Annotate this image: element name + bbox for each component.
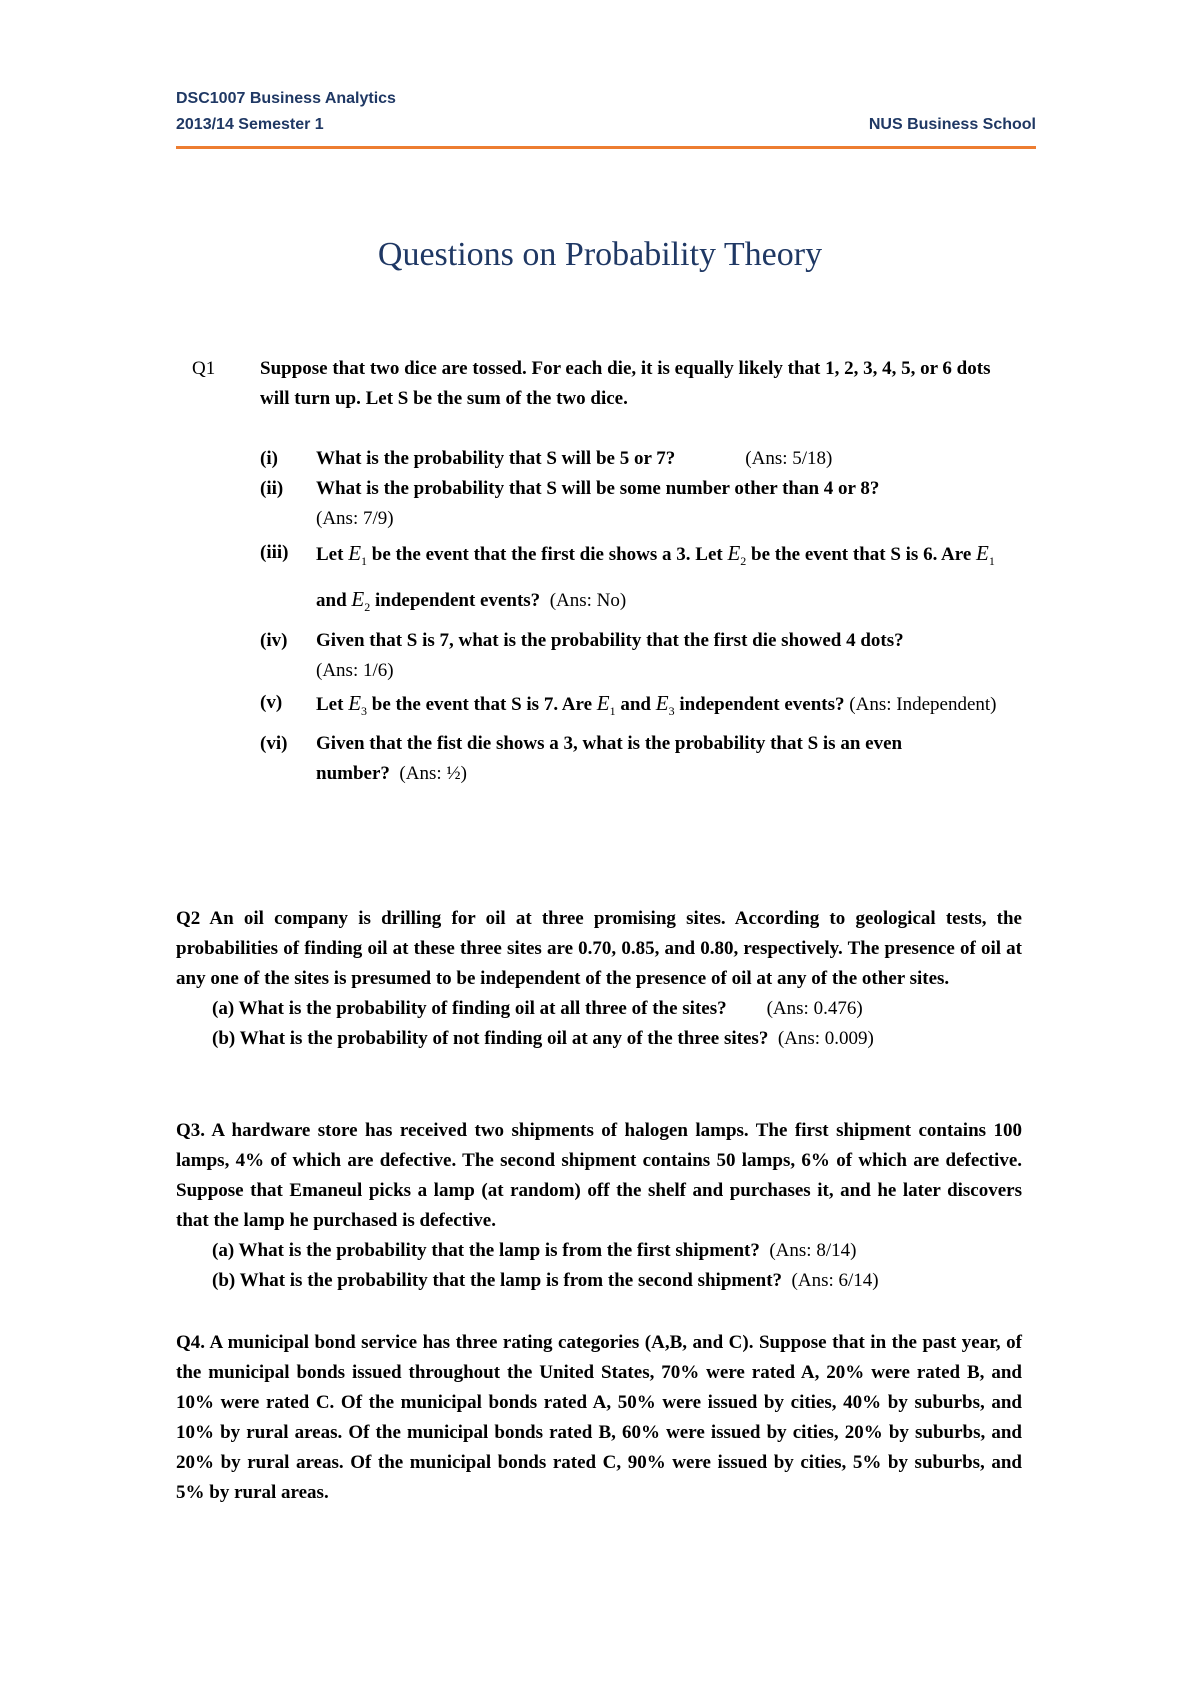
event-e3: $E_3$ xyxy=(655,691,675,719)
subquestion-text: Given that the fist die shows a 3, what is the probability that S is an even number? xyxy=(316,732,903,784)
subquestion-number: (i) xyxy=(260,448,278,469)
page-header xyxy=(176,86,1036,138)
answer: (Ans: Independent) xyxy=(849,694,997,716)
answer: (Ans: 7/9) xyxy=(316,508,394,529)
subquestion-number: (ii) xyxy=(260,478,284,499)
text-fragment: be the event that the first die shows a 3. Let xyxy=(371,544,723,565)
question-text: Q4. A municipal bond service has three rating categories (A,B, and C). Suppose that in the past year, of the municipal bonds issued throughout the United States, 70% were rated A, 20% were rated B, and 10% were rated C. Of the municipal bonds rated A, 50% were issued by cities, 40% by suburbs, and 10% by rural areas. Of the municipal bonds rated B, 60% were issued by cities, 20% by suburbs, and 20% by rural areas. Of the municipal bonds rated C, 90% were issued by cities, 5% by suburbs, and 5% by rural areas. xyxy=(176,1332,1022,1503)
question-2 xyxy=(176,904,1022,1054)
header-rule xyxy=(176,146,1036,149)
text-fragment: and xyxy=(620,694,651,716)
question-text: Q3. A hardware store has received two shipments of halogen lamps. The first shipment contains 100 lamps, 4% of which are defective. The second shipment contains 50 lamps, 6% of which are defective. Suppose that Emaneul picks a lamp (at random) off the shelf and purchases it, and he later discovers that the lamp he purchased is defective. xyxy=(176,1120,1022,1231)
text-fragment: independent events? xyxy=(679,694,845,716)
subquestion-list xyxy=(176,994,1022,1054)
subquestion-list xyxy=(260,444,1022,789)
event-e2: $E_2$ xyxy=(351,587,371,615)
text-fragment: be the event that S is 6. Are xyxy=(751,544,972,565)
subquestion-vi xyxy=(260,729,1022,789)
text-fragment: and xyxy=(316,590,347,612)
text-fragment: independent events? xyxy=(374,590,541,612)
answer: (Ans: 5/18) xyxy=(745,448,833,469)
subquestion-number: (vi) xyxy=(260,732,288,754)
answer: (Ans: No) xyxy=(549,590,627,612)
event-e1: $E_1$ xyxy=(976,541,995,569)
subquestion-number: (iv) xyxy=(260,630,288,652)
question-1 xyxy=(192,354,1022,789)
subquestion-text: What is the probability that S will be some number other than 4 or 8? xyxy=(316,478,880,499)
subquestion-number: (iii) xyxy=(260,542,289,563)
question-3 xyxy=(176,1116,1022,1296)
subquestion-i xyxy=(260,444,1022,474)
subquestion-ii xyxy=(260,474,1022,534)
question-number: Q1 xyxy=(192,358,216,379)
answer: (Ans: ½) xyxy=(399,762,467,784)
subquestion-b: (b) What is the probability that the lamp is from the second shipment? (Ans: 6/14) xyxy=(212,1270,879,1291)
subquestion-v xyxy=(260,686,1022,728)
subquestion-list xyxy=(176,1236,1022,1296)
subquestion-a: (a) What is the probability that the lamp is from the first shipment? (Ans: 8/14) xyxy=(212,1240,857,1261)
event-e2: $E_2$ xyxy=(727,541,747,569)
text-fragment: Let xyxy=(316,694,344,716)
page-title: Questions on Probability Theory xyxy=(377,236,823,273)
course-title: DSC1007 Business Analytics xyxy=(176,90,396,107)
answer: (Ans: 0.009) xyxy=(777,1028,874,1049)
event-e1: $E_1$ xyxy=(596,691,616,719)
subquestion-b: (b) What is the probability of not finding oil at any of the three sites? (Ans: 0.009) xyxy=(212,1028,874,1049)
event-e3: $E_3$ xyxy=(348,691,368,719)
subquestion-text: What is the probability that S will be 5 or 7? xyxy=(316,448,676,469)
question-text: Suppose that two dice are tossed. For each die, it is equally likely that 1, 2, 3, 4, 5, or 6 dots will turn up. Let S be the sum of the two dice. xyxy=(260,358,991,409)
semester-label: 2013/14 Semester 1 xyxy=(176,116,324,133)
answer: (Ans: 0.476) xyxy=(766,998,863,1019)
text-fragment: be the event that S is 7. Are xyxy=(371,694,593,716)
answer: (Ans: 8/14) xyxy=(769,1240,857,1261)
answer: (Ans: 1/6) xyxy=(316,660,394,682)
subquestion-iii xyxy=(260,534,1022,626)
subquestion-a: (a) What is the probability of finding oil at all three of the sites? (Ans: 0.476) xyxy=(212,998,863,1019)
subquestion-number: (v) xyxy=(260,692,283,714)
answer: (Ans: 6/14) xyxy=(791,1270,879,1291)
subquestion-text: Given that S is 7, what is the probability that the first die showed 4 dots? xyxy=(316,630,904,652)
event-e1: $E_1$ xyxy=(348,541,368,569)
question-4 xyxy=(176,1328,1022,1508)
school-name: NUS Business School xyxy=(868,116,1036,133)
subquestion-iv xyxy=(260,626,1022,686)
question-text: Q2 An oil company is drilling for oil at three promising sites. According to geological tests, the probabilities of finding oil at these three sites are 0.70, 0.85, and 0.80, respectively. The presence of oil at any one of the sites is presumed to be independent of the presence of oil at any of the other sites. xyxy=(176,908,1022,989)
text-fragment: Let xyxy=(316,544,344,565)
